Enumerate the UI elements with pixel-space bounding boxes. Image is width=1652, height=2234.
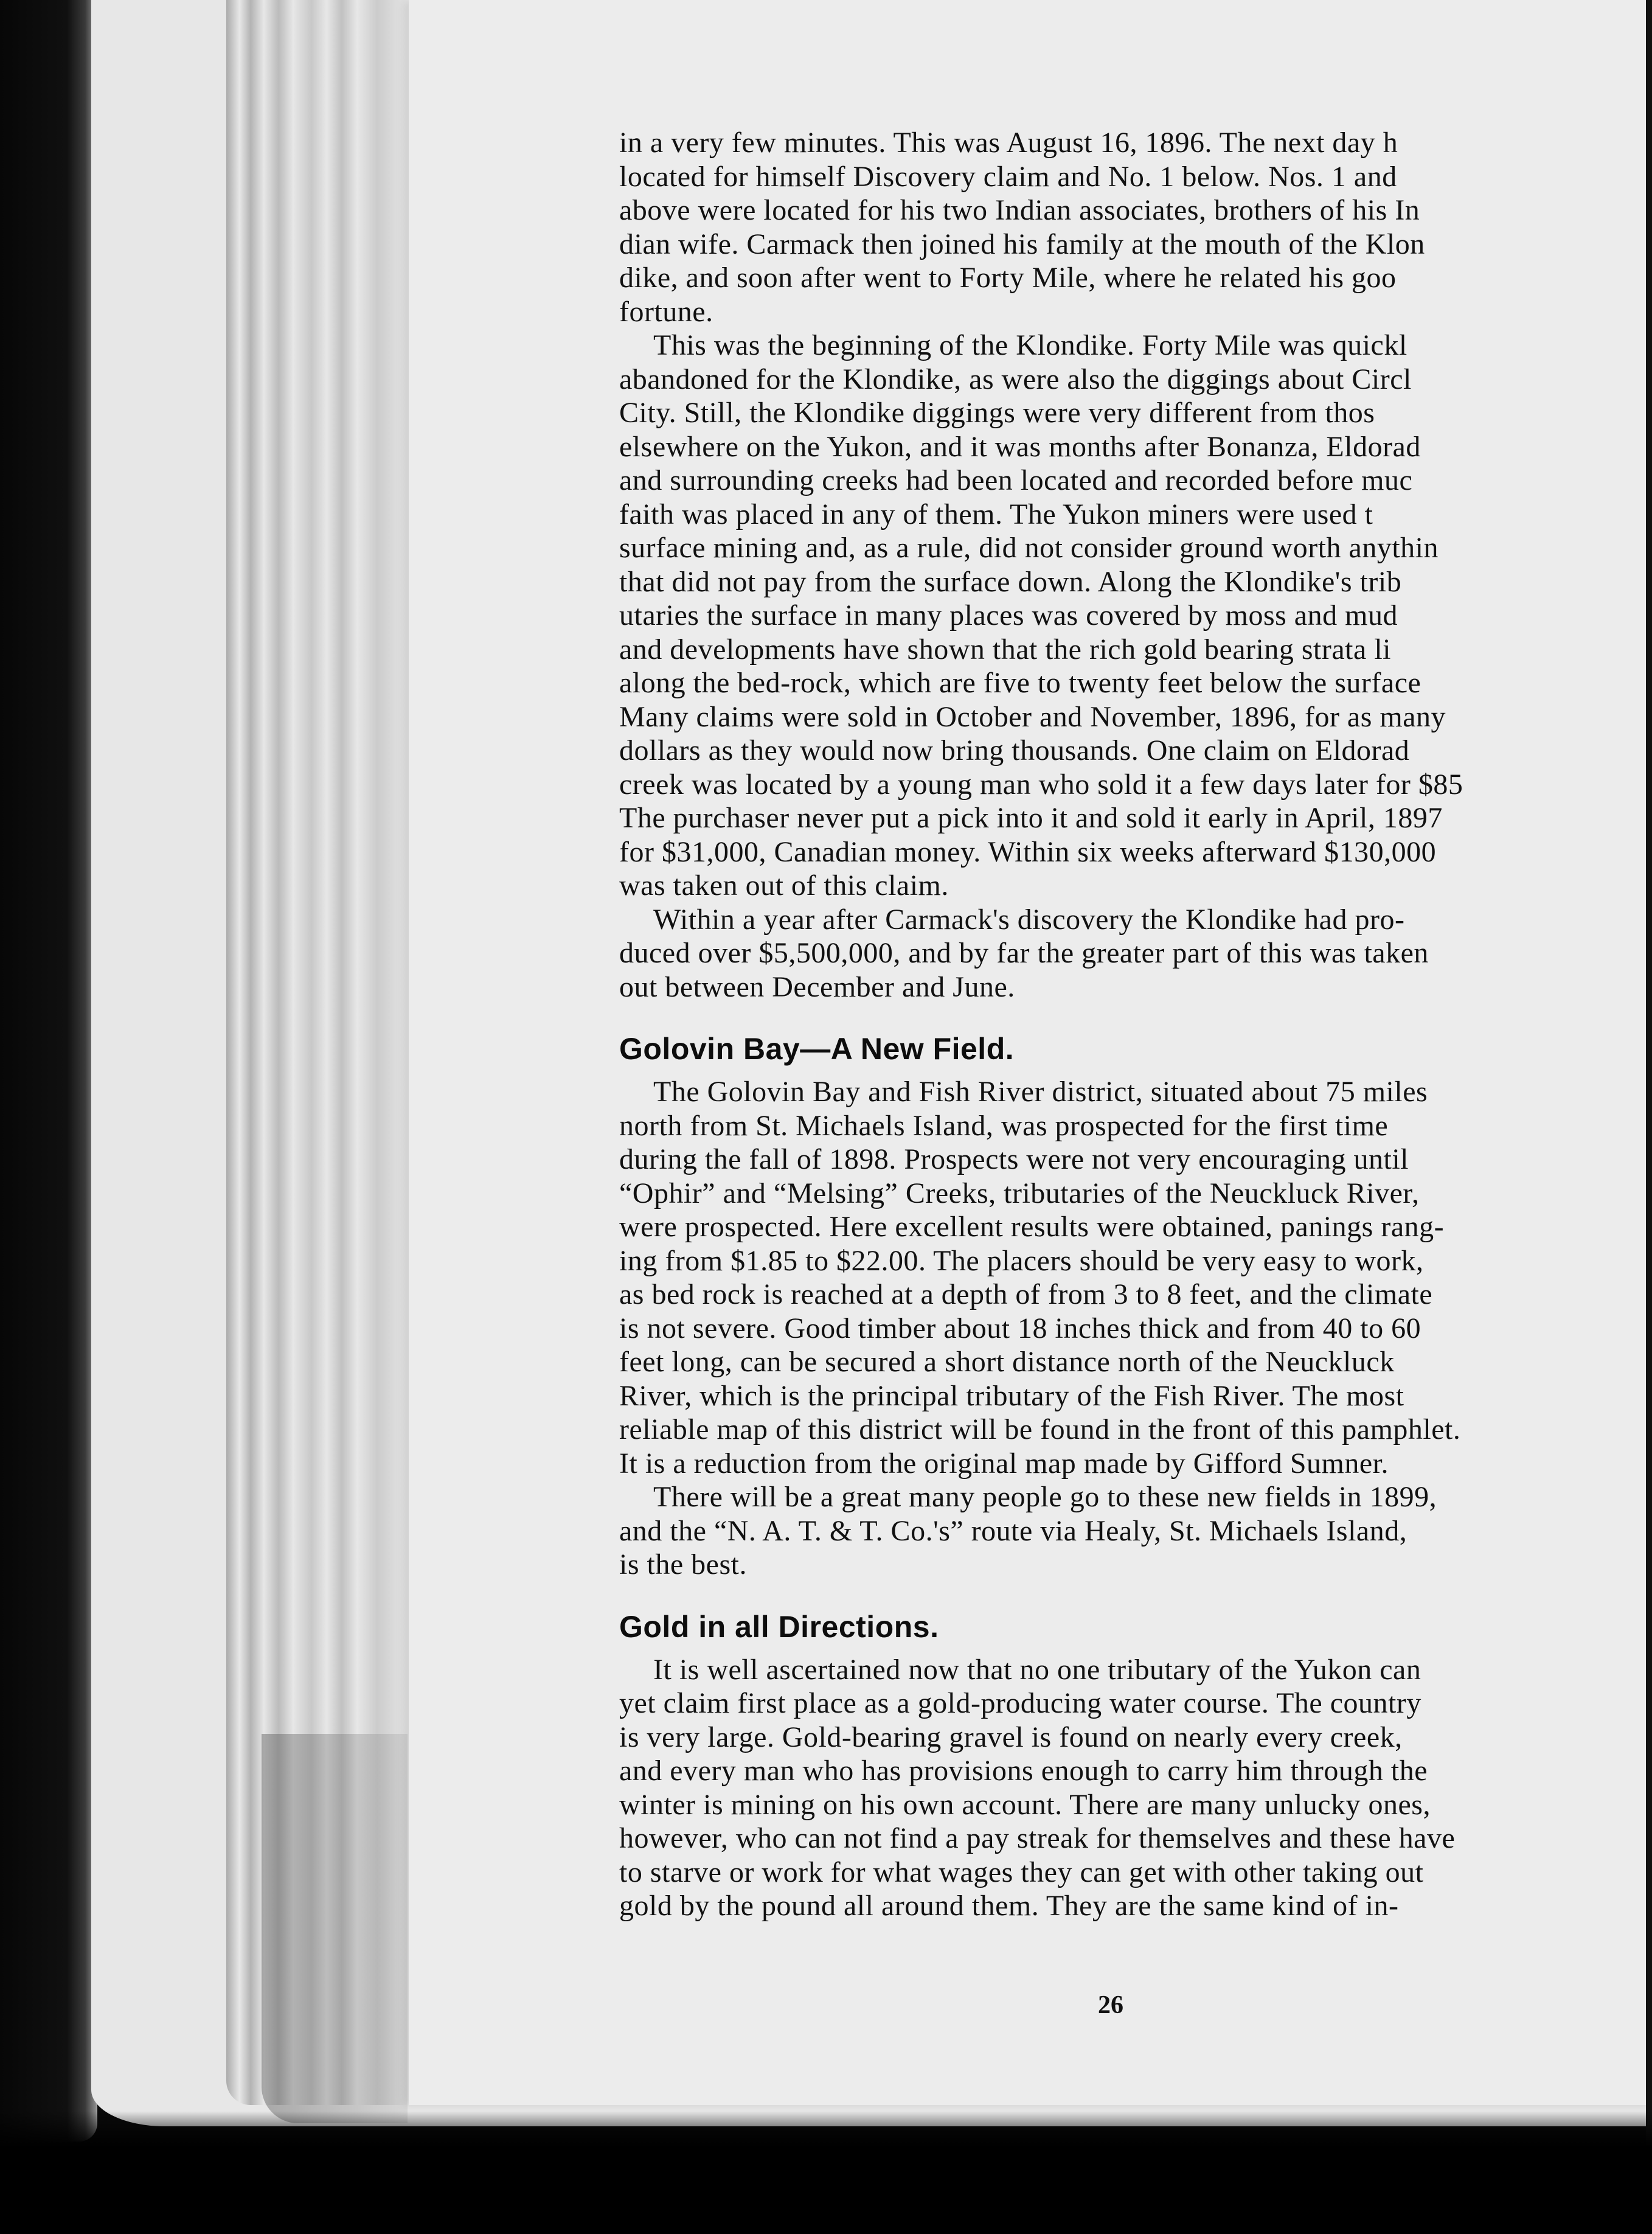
text-line: during the fall of 1898. Prospects were not very encouraging until <box>619 1143 1409 1175</box>
text-line: to starve or work for what wages they can get with other taking out <box>619 1856 1424 1888</box>
page-number: 26 <box>1098 1991 1123 2019</box>
text-line: elsewhere on the Yukon, and it was months after Bonanza, Eldorad <box>619 430 1421 463</box>
text-line: that did not pay from the surface down. Along the Klondike's trib <box>619 565 1402 598</box>
text-line: reliable map of this district will be found in the front of this pamphlet. <box>619 1413 1461 1446</box>
section-heading-golovin-bay: Golovin Bay—A New Field. <box>619 1032 1015 1066</box>
text-line: surface mining and, as a rule, did not consider ground worth anythin <box>619 532 1439 564</box>
spacer <box>619 1646 1652 1653</box>
text-line: and developments have shown that the rich gold bearing strata li <box>619 633 1391 666</box>
text-line: The purchaser never put a pick into it and sold it early in April, 1897 <box>619 802 1443 834</box>
spacer <box>619 1068 1652 1075</box>
text-line: is very large. Gold-bearing gravel is found on nearly every creek, <box>619 1721 1403 1753</box>
text-line: Many claims were sold in October and November, 1896, for as many <box>619 700 1446 733</box>
text-line: above were located for his two Indian associates, brothers of his In <box>619 194 1420 226</box>
text-line: ing from $1.85 to $22.00. The placers should be very easy to work, <box>619 1244 1424 1277</box>
text-line: duced over $5,500,000, and by far the greater part of this was taken <box>619 937 1429 969</box>
book-binding-shadow <box>0 0 97 2142</box>
text-line: were prospected. Here excellent results were obtained, panings rang- <box>619 1211 1445 1243</box>
text-line: creek was located by a young man who sold it a few days later for $85 <box>619 768 1463 801</box>
text-line: This was the beginning of the Klondike. Forty Mile was quickl <box>653 329 1407 361</box>
text-line: It is well ascertained now that no one tributary of the Yukon can <box>653 1653 1421 1686</box>
text-line: as bed rock is reached at a depth of from 3 to 8 feet, and the climate <box>619 1278 1433 1310</box>
text-line: faith was placed in any of them. The Yukon miners were used t <box>619 498 1373 531</box>
text-line: dollars as they would now bring thousands. One claim on Eldorad <box>619 734 1410 767</box>
text-line: winter is mining on his own account. There are many unlucky ones, <box>619 1788 1431 1821</box>
text-line: located for himself Discovery claim and No. 1 below. Nos. 1 and <box>619 160 1397 193</box>
text-line: however, who can not find a pay streak for themselves and these have <box>619 1822 1456 1854</box>
section-heading-gold-in-all-directions: Gold in all Directions. <box>619 1609 939 1644</box>
text-line: fortune. <box>619 295 713 328</box>
text-line: for $31,000, Canadian money. Within six weeks afterward $130,000 <box>619 835 1437 868</box>
text-line: utaries the surface in many places was covered by moss and mud <box>619 599 1398 632</box>
text-line: and every man who has provisions enough to carry him through the <box>619 1755 1428 1787</box>
text-line: along the bed-rock, which are five to twenty feet below the surface <box>619 667 1421 699</box>
spacer <box>619 1004 1652 1030</box>
text-line: Within a year after Carmack's discovery the Klondike had pro- <box>653 903 1405 936</box>
text-line: out between December and June. <box>619 970 1015 1003</box>
text-line: and the “N. A. T. & T. Co.'s” route via Healy, St. Michaels Island, <box>619 1514 1407 1547</box>
text-line: yet claim first place as a gold-producing water course. The country <box>619 1687 1421 1719</box>
text-line: abandoned for the Klondike, as were also the diggings about Circl <box>619 363 1412 395</box>
text-line: and surrounding creeks had been located and recorded before muc <box>619 464 1413 496</box>
text-line: north from St. Michaels Island, was prospected for the first time <box>619 1109 1389 1142</box>
text-line: is the best. <box>619 1548 747 1581</box>
text-line: is not severe. Good timber about 18 inches thick and from 40 to 60 <box>619 1312 1421 1345</box>
text-line: feet long, can be secured a short distance north of the Neuckluck <box>619 1346 1395 1378</box>
text-line: was taken out of this claim. <box>619 869 949 902</box>
text-line: in a very few minutes. This was August 16, 1896. The next day h <box>619 127 1398 159</box>
spacer <box>619 1582 1652 1608</box>
text-line: The Golovin Bay and Fish River district, situated about 75 miles <box>653 1076 1428 1108</box>
text-line: There will be a great many people go to these new fields in 1899, <box>653 1481 1437 1513</box>
page-body-text <box>619 126 1652 1951</box>
text-line: dike, and soon after went to Forty Mile, where he related his goo <box>619 262 1397 294</box>
text-line: It is a reduction from the original map made by Gifford Sumner. <box>619 1447 1389 1480</box>
text-line: River, which is the principal tributary of the Fish River. The most <box>619 1379 1404 1412</box>
page-edge-shading <box>262 1734 408 2123</box>
text-line: “Ophir” and “Melsing” Creeks, tributaries of the Neuckluck River, <box>619 1177 1420 1209</box>
text-line: dian wife. Carmack then joined his family at the mouth of the Klon <box>619 228 1425 260</box>
text-line: gold by the pound all around them. They are the same kind of in- <box>619 1890 1399 1922</box>
text-line: City. Still, the Klondike diggings were very different from thos <box>619 397 1375 429</box>
scan-bottom-shadow <box>0 2111 1652 2234</box>
